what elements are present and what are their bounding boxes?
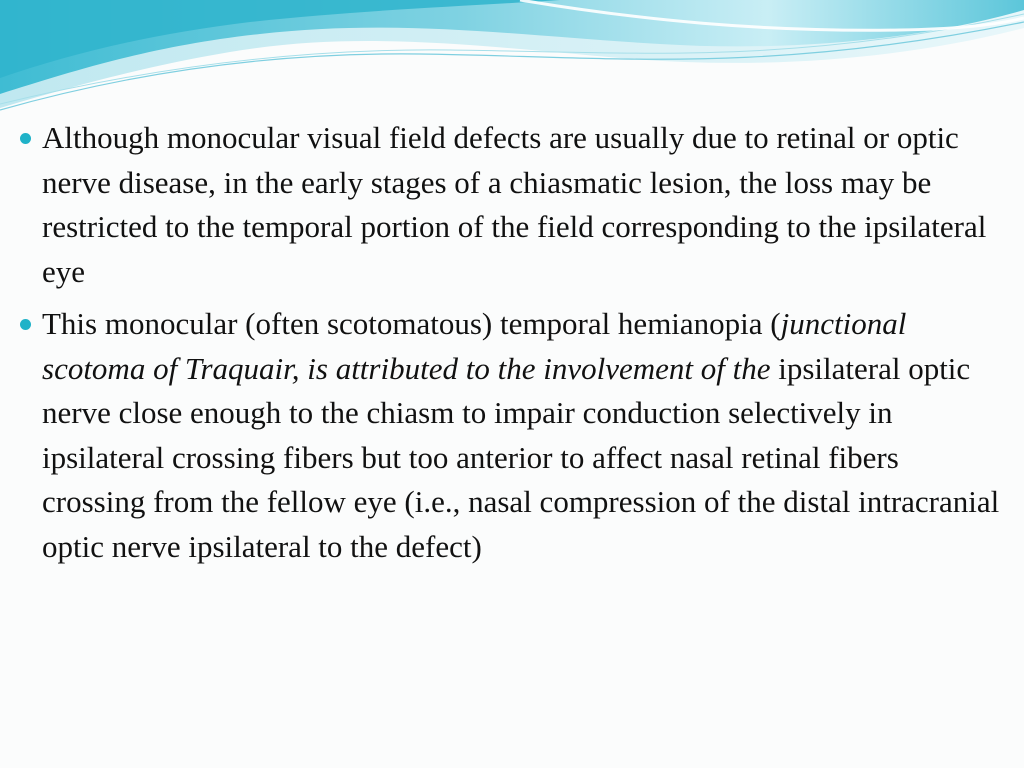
slide-body xyxy=(18,116,1008,577)
bullet-text-part: ipsilateral optic nerve close enough to the chiasm to impair conduction selectively in ipsilateral crossing fibers but too anterior to affect nasal retinal fibers crossing from the fellow eye (i.e., nasal compression of the distal intracranial optic nerve ipsilateral to the defect) xyxy=(42,350,1000,564)
bullet-item xyxy=(18,302,1008,569)
bullet-text-part: This monocular (often scotomatous) temporal hemianopia ( xyxy=(42,306,781,341)
bullet-text: Although monocular visual field defects are usually due to retinal or optic nerve disease, in the early stages of a chiasmatic lesion, the loss may be restricted to the temporal portion of the field corresponding to the ipsilateral eye xyxy=(42,120,987,289)
header-wave-decoration xyxy=(0,0,1024,120)
bullet-text-italic: junctional scotoma of Traquair, is attributed to the involvement of the xyxy=(42,306,907,386)
bullet-item xyxy=(18,116,1008,294)
bullet-icon xyxy=(20,319,31,330)
bullet-icon xyxy=(20,133,31,144)
bullet-list xyxy=(18,116,1008,569)
